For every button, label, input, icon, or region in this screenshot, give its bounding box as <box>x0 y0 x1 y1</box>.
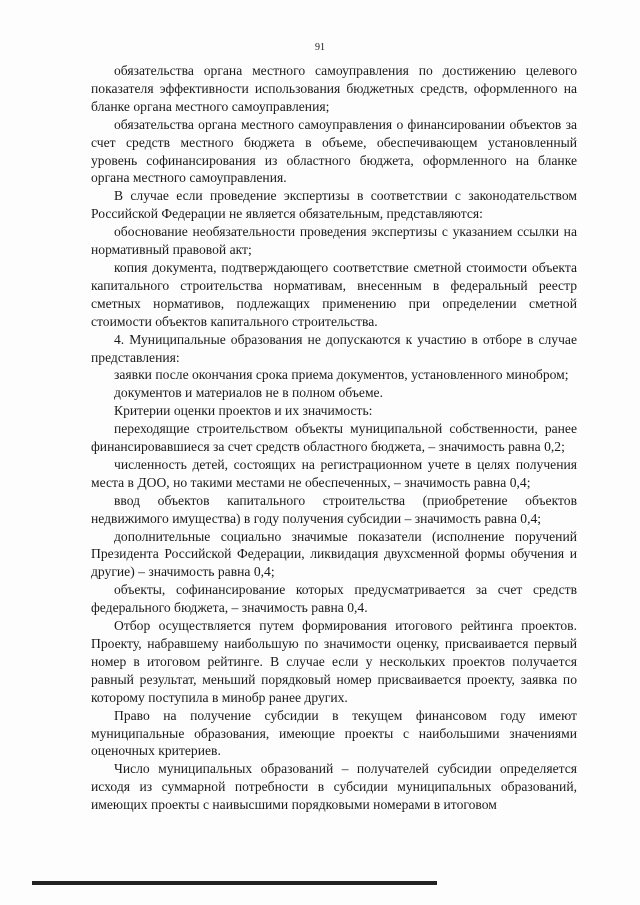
paragraph: дополнительные социально значимые показатели (исполнение поручений Президента Российской Федерации, ликвидация двухсменной формы обучения и другие) – значимость равна 0,4; <box>91 528 577 580</box>
paragraph: документов и материалов не в полном объеме. <box>114 385 383 401</box>
paragraph: копия документа, подтверждающего соответствие сметной стоимости объекта капитального строительства нормативам, внесенным в федеральный реестр сметных нормативов, подлежащих применению при определении сметной стоимости объектов капитального строительства. <box>91 259 577 329</box>
page-number: 91 <box>315 42 325 53</box>
paragraph: обязательства органа местного самоуправления по достижению целевого показателя эффективности использования бюджетных средств, оформленного на бланке органа местного самоуправления; <box>91 63 577 114</box>
paragraph: заявки после окончания срока приема документов, установленного минобром; <box>114 367 569 383</box>
paragraph: Отбор осуществляется путем формирования итогового рейтинга проектов. Проекту, набравшему наибольшую по значимости оценку, присваивается первый номер в итоговом рейтинге. В случае если у нескольких проектов получается равный результат, меньший порядковый номер присваивается проекту, заявка по которому поступила в минобр ранее других. <box>91 618 577 705</box>
bottom-rule <box>32 881 437 885</box>
paragraph: Критерии оценки проектов и их значимость: <box>114 403 373 419</box>
paragraph: В случае если проведение экспертизы в соответствии с законодательством Российской Федерации не является обязательным, представляются: <box>91 188 577 222</box>
paragraph: переходящие строительством объекты муниципальной собственности, ранее финансировавшиеся за счет средств областного бюджета, – значимость равна 0,2; <box>91 421 577 455</box>
paragraph: 4. Муниципальные образования не допускаются к участию в отборе в случае представления: <box>91 331 577 365</box>
paragraph: ввод объектов капитального строительства (приобретение объектов недвижимого имущества) в году получения субсидии – значимость равна 0,4; <box>91 492 577 526</box>
paragraph: численность детей, состоящих на регистрационном учете в целях получения места в ДОО, но такими местами не обеспеченных, – значимость равна 0,4; <box>91 456 577 490</box>
paragraph: обоснование необязательности проведения экспертизы с указанием ссылки на нормативный правовой акт; <box>91 224 577 258</box>
document-body <box>91 62 577 814</box>
paragraph: обязательства органа местного самоуправления о финансировании объектов за счет средств местного бюджета в объеме, обеспечивающем установленный уровень софинансирования из областного бюджета, оформленного на бланке органа местного самоуправления. <box>91 116 577 186</box>
paragraph: Число муниципальных образований – получателей субсидии определяется исходя из суммарной потребности в субсидии муниципальных образований, имеющих проекты с наивысшими порядковыми номерами в итоговом <box>91 761 577 813</box>
paragraph: объекты, софинансирование которых предусматривается за счет средств федерального бюджета, – значимость равна 0,4. <box>91 582 577 616</box>
paragraph: Право на получение субсидии в текущем финансовом году имеют муниципальные образования, имеющие проекты с наибольшими значениями оценочных критериев. <box>91 707 577 759</box>
